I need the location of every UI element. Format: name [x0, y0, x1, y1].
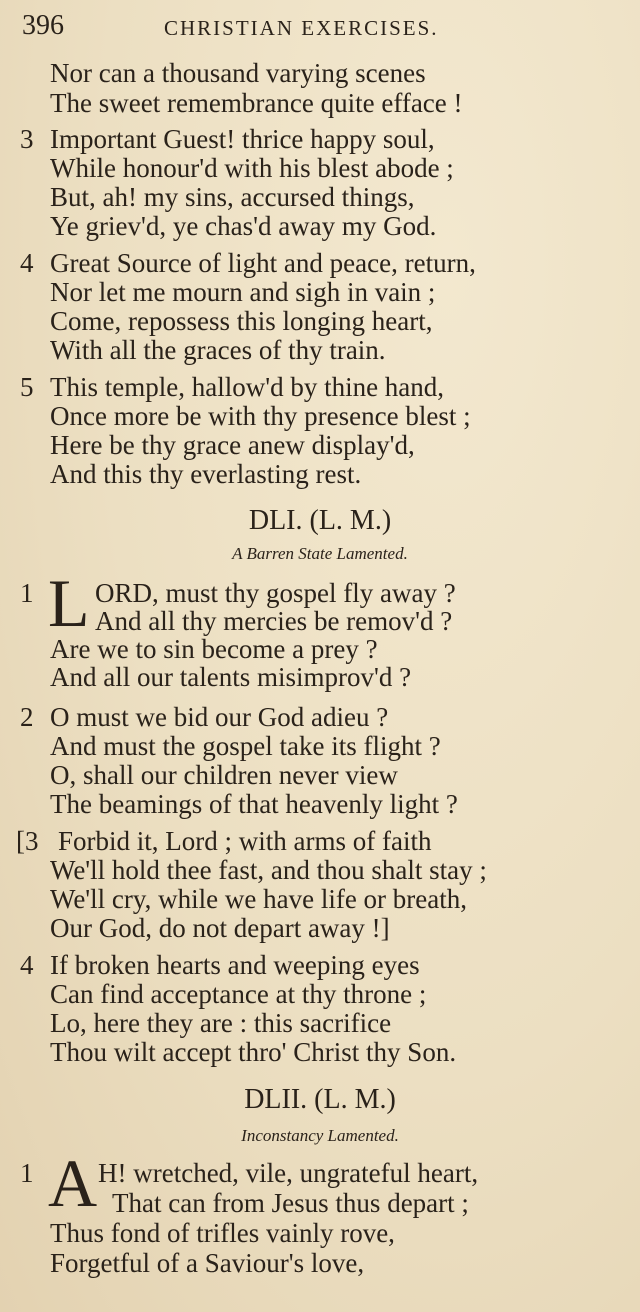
verse-line: We'll cry, while we have life or breath, [50, 884, 468, 914]
verse-line: Our God, do not depart away !] [50, 913, 390, 943]
verse-line: And must the gospel take its flight ? [50, 731, 441, 761]
verse-line: The beamings of that heavenly light ? [50, 789, 458, 819]
verse-line: The sweet remembrance quite efface ! [50, 88, 463, 118]
verse-line: And all thy mercies be remov'd ? [95, 606, 453, 636]
verse-line: But, ah! my sins, accursed things, [50, 182, 415, 212]
drop-cap: A [48, 1145, 98, 1221]
verse-line: Thou wilt accept thro' Christ thy Son. [50, 1037, 457, 1067]
verse-line: Come, repossess this longing heart, [50, 306, 433, 336]
verse-number: 1 [20, 1158, 34, 1188]
verse-line: And this thy everlasting rest. [50, 459, 362, 489]
verse-number: [3 [16, 826, 39, 856]
verse-line: This temple, hallow'd by thine hand, [50, 372, 445, 402]
hymn-title: DLI. (L. M.) [248, 505, 392, 536]
verse-line: Nor let me mourn and sigh in vain ; [50, 277, 436, 307]
verse-line: And all our talents misimprov'd ? [50, 662, 412, 692]
verse-number: 3 [20, 124, 34, 154]
verse-line: Thus fond of trifles vainly rove, [50, 1218, 395, 1248]
verse-line: O, shall our children never view [50, 760, 398, 790]
verse-line: With all the graces of thy train. [50, 335, 386, 365]
verse-line: If broken hearts and weeping eyes [50, 950, 420, 980]
verse-line: While honour'd with his blest abode ; [50, 153, 454, 183]
verse-line: ORD, must thy gospel fly away ? [95, 578, 456, 608]
running-title: CHRISTIAN EXERCISES. [164, 16, 439, 40]
verse-number: 2 [20, 702, 34, 732]
verse-line: Forgetful of a Saviour's love, [50, 1248, 365, 1278]
verse-line: Once more be with thy presence blest ; [50, 401, 471, 431]
hymn-title: DLII. (L. M.) [244, 1084, 396, 1115]
verse-line: Forbid it, Lord ; with arms of faith [58, 826, 432, 856]
verse-line: Great Source of light and peace, return, [50, 248, 476, 278]
verse-line: Important Guest! thrice happy soul, [50, 124, 435, 154]
verse-line: Are we to sin become a prey ? [50, 634, 378, 664]
verse-line: Here be thy grace anew display'd, [50, 430, 415, 460]
verse-number: 4 [20, 248, 34, 278]
verse-line: Nor can a thousand varying scenes [50, 58, 426, 88]
verse-line: Can find acceptance at thy throne ; [50, 979, 427, 1009]
verse-line: We'll hold thee fast, and thou shalt stay ; [50, 855, 487, 885]
verse-number: 1 [20, 578, 34, 608]
verse-line: H! wretched, vile, ungrateful heart, [98, 1158, 479, 1188]
verse-line: Ye griev'd, ye chas'd away my God. [50, 211, 437, 241]
verse-line: Lo, here they are : this sacrifice [50, 1008, 392, 1038]
page-header [22, 10, 622, 44]
verse-line: O must we bid our God adieu ? [50, 702, 389, 732]
hymn-subtitle: A Barren State Lamented. [232, 544, 408, 563]
verse-line: That can from Jesus thus depart ; [112, 1188, 469, 1218]
verse-number: 4 [20, 950, 34, 980]
drop-cap: L [48, 565, 90, 641]
verse-number: 5 [20, 372, 34, 402]
page-number: 396 [22, 10, 64, 41]
hymn-subtitle: Inconstancy Lamented. [241, 1126, 399, 1145]
